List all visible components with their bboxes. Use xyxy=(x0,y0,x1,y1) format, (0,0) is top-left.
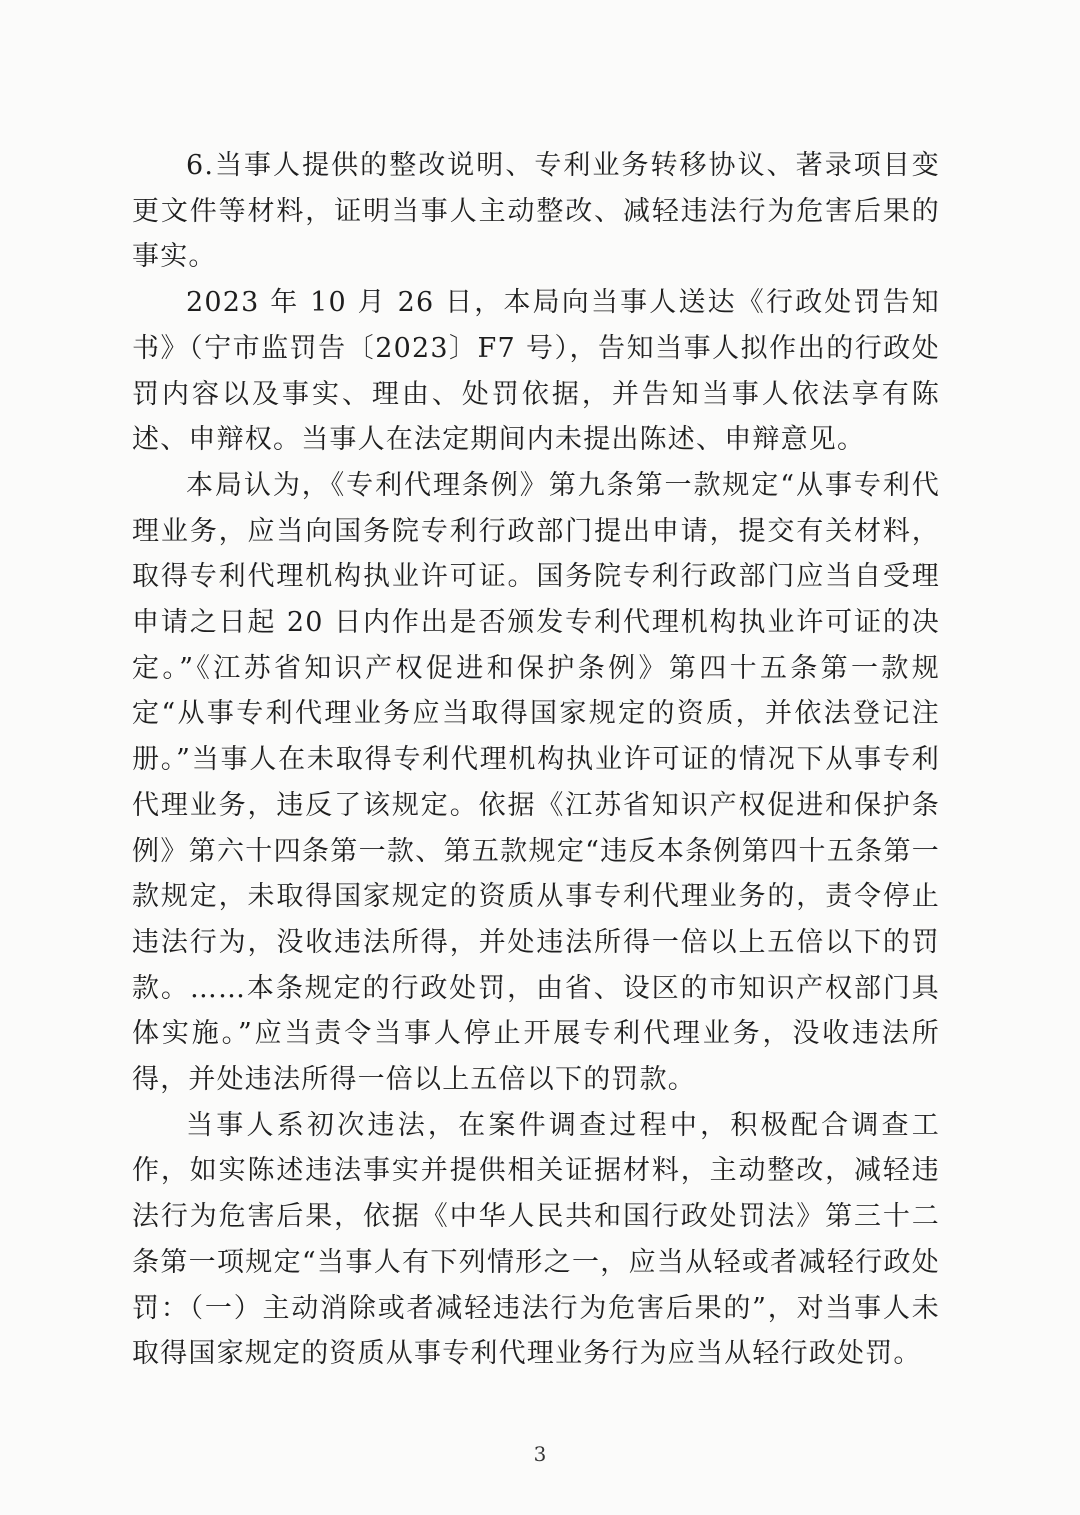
paragraph-notice-delivery: 2023 年 10 月 26 日，本局向当事人送达《行政处罚告知书》（宁市监罚告〔2023〕F7 号），告知当事人拟作出的行政处罚内容以及事实、理由、处罚依据，并告知当事人依法享有陈述、申辩权。当事人在法定期间内未提出陈述、申辩意见。 xyxy=(132,287,940,456)
paragraph-mitigation: 当事人系初次违法，在案件调查过程中，积极配合调查工作，如实陈述违法事实并提供相关证据材料，主动整改，减轻违法行为危害后果，依据《中华人民共和国行政处罚法》第三十二条第一项规定“当事人有下列情形之一，应当从轻或者减轻行政处罚：（一）主动消除或者减轻违法行为危害后果的”，对当事人未取得国家规定的资质从事专利代理业务行为应当从轻行政处罚。 xyxy=(132,1109,940,1370)
paragraph-legal-analysis: 本局认为，《专利代理条例》第九条第一款规定“从事专利代理业务，应当向国务院专利行政部门提出申请，提交有关材料，取得专利代理机构执业许可证。国务院专利行政部门应当自受理申请之日起 20 日内作出是否颁发专利代理机构执业许可证的决定。”《江苏省知识产权促进和保护条例》第四十五条第一款规定“从事专利代理业务应当取得国家规定的资质，并依法登记注册。”当事人在未取得专利代理机构执业许可证的情况下从事专利代理业务，违反了该规定。依据《江苏省知识产权促进和保护条例》第六十四条第一款、第五款规定“违反本条例第四十五条第一款规定，未取得国家规定的资质从事专利代理业务的，责令停止违法行为，没收违法所得，并处违法所得一倍以上五倍以下的罚款。……本条规定的行政处罚，由省、设区的市知识产权部门具体实施。”应当责令当事人停止开展专利代理业务，没收违法所得，并处违法所得一倍以上五倍以下的罚款。 xyxy=(132,469,940,1096)
page-number: 3 xyxy=(533,1442,547,1466)
paragraph-evidence-6: 6.当事人提供的整改说明、专利业务转移协议、著录项目变更文件等材料，证明当事人主动整改、减轻违法行为危害后果的事实。 xyxy=(132,150,940,273)
document-body xyxy=(132,143,940,1377)
